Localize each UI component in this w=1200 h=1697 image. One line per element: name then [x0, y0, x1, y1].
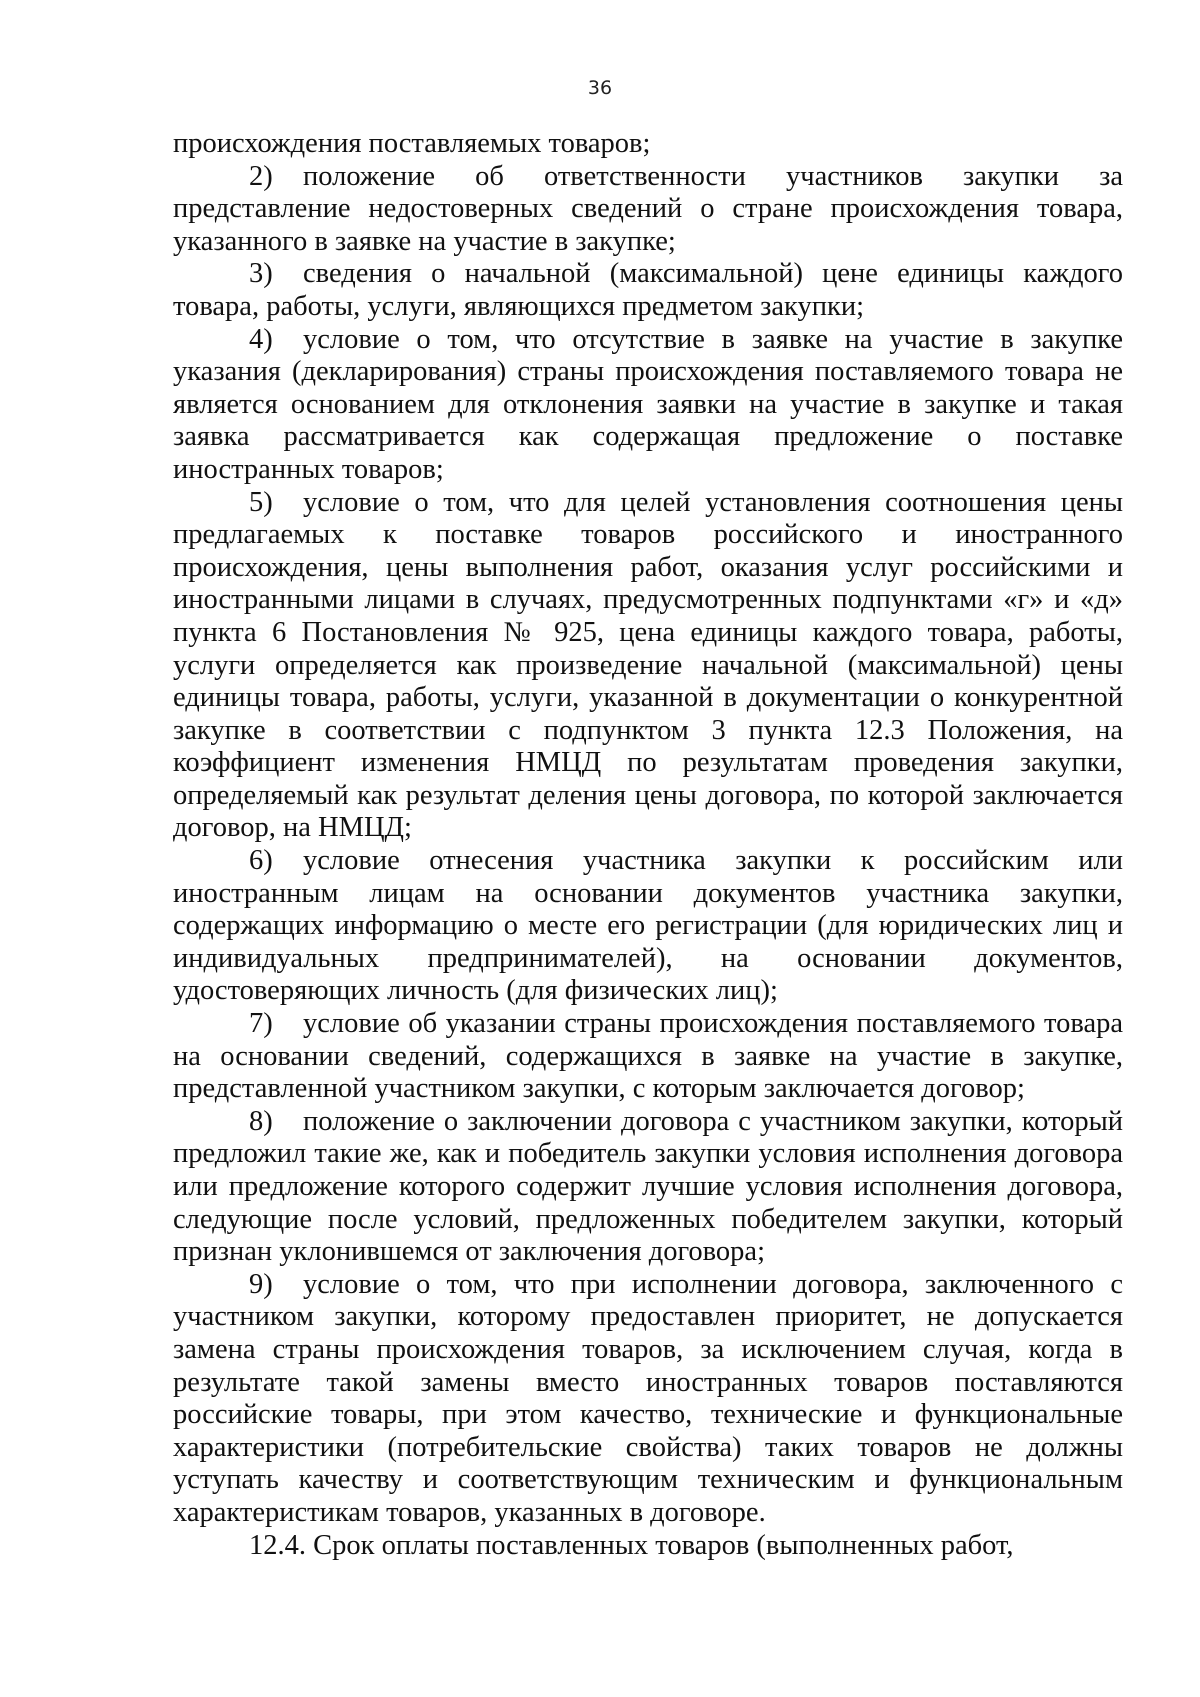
list-item-3: [173, 258, 1123, 323]
list-item-9: [173, 1269, 1123, 1530]
list-item-number: 9): [249, 1268, 273, 1300]
list-item-text: условие отнесения участника закупки к российским или иностранным лицам на основании документов участника закупки, содержащих информацию о месте его регистрации (для юридических лиц и индивидуальных предпринимателей), на основании документов, удостоверяющих личность (для физических лиц);: [173, 845, 1123, 1007]
list-item-number: 8): [249, 1105, 273, 1137]
list-item-number: 3): [249, 258, 273, 290]
list-item-text: положение о заключении договора с участником закупки, который предложил такие же, как и победитель закупки условия исполнения договора или предложение которого содержит лучшие условия исполнения договора, следующие после условий, предложенных победителем закупки, который признан уклонившемся от заключения договора;: [173, 1105, 1123, 1268]
list-item-number: 2): [249, 160, 273, 192]
list-item-text: положение об ответственности участников закупки за представление недостоверных сведений о стране происхождения товара, указанного в заявке на участие в закупке;: [173, 160, 1123, 257]
page-number: 36: [587, 77, 613, 99]
list-item-6: [173, 845, 1123, 1008]
list-item-number: 6): [249, 845, 273, 877]
list-item-number: 4): [249, 323, 273, 355]
list-item-5: [173, 487, 1123, 846]
section-12-4-start: 12.4. Срок оплаты поставленных товаров (выполненных работ,: [249, 1529, 1014, 1561]
list-item-7: [173, 1008, 1123, 1106]
document-body: [173, 128, 1123, 1562]
list-item-2: [173, 161, 1123, 259]
list-item-text: условие о том, что отсутствие в заявке на участие в закупке указания (декларирования) страны происхождения поставляемого товара не является основанием для отклонения заявки на участие в закупке и такая заявка рассматривается как содержащая предложение о поставке иностранных товаров;: [173, 323, 1123, 485]
list-item-8: [173, 1106, 1123, 1269]
list-item-4: [173, 324, 1123, 487]
list-item-number: 7): [249, 1008, 273, 1040]
paragraph-continuation: происхождения поставляемых товаров;: [173, 128, 651, 159]
list-item-text: сведения о начальной (максимальной) цене единицы каждого товара, работы, услуги, являющихся предметом закупки;: [173, 258, 1123, 322]
list-item-text: условие об указании страны происхождения поставляемого товара на основании сведений, содержащихся в заявке на участие в закупке, представленной участником закупки, с которым заключается договор;: [173, 1008, 1123, 1105]
list-item-text: условие о том, что для целей установления соотношения цены предлагаемых к поставке товаров российского и иностранного происхождения, цены выполнения работ, оказания услуг российскими и иностранными лицами в случаях, предусмотренных подпунктами «г» и «д» пункта 6 Постановления № 925, цена единицы каждого товара, работы, услуги определяется как произведение начальной (максимальной) цены единицы товара, работы, услуги, указанной в документации о конкурентной закупке в соответствии с подпунктом 3 пункта 12.3 Положения, на коэффициент изменения НМЦД по результатам проведения закупки, определяемый как результат деления цены договора, по которой заключается договор, на НМЦД;: [173, 486, 1123, 844]
list-item-number: 5): [249, 486, 273, 518]
list-item-text: условие о том, что при исполнении договора, заключенного с участником закупки, которому предоставлен приоритет, не допускается замена страны происхождения товаров, за исключением случая, когда в результате такой замены вместо иностранных товаров поставляются российские товары, при этом качество, технические и функциональные характеристики (потребительские свойства) таких товаров не должны уступать качеству и соответствующим техническим и функциональным характеристикам товаров, указанных в договоре.: [173, 1268, 1123, 1528]
